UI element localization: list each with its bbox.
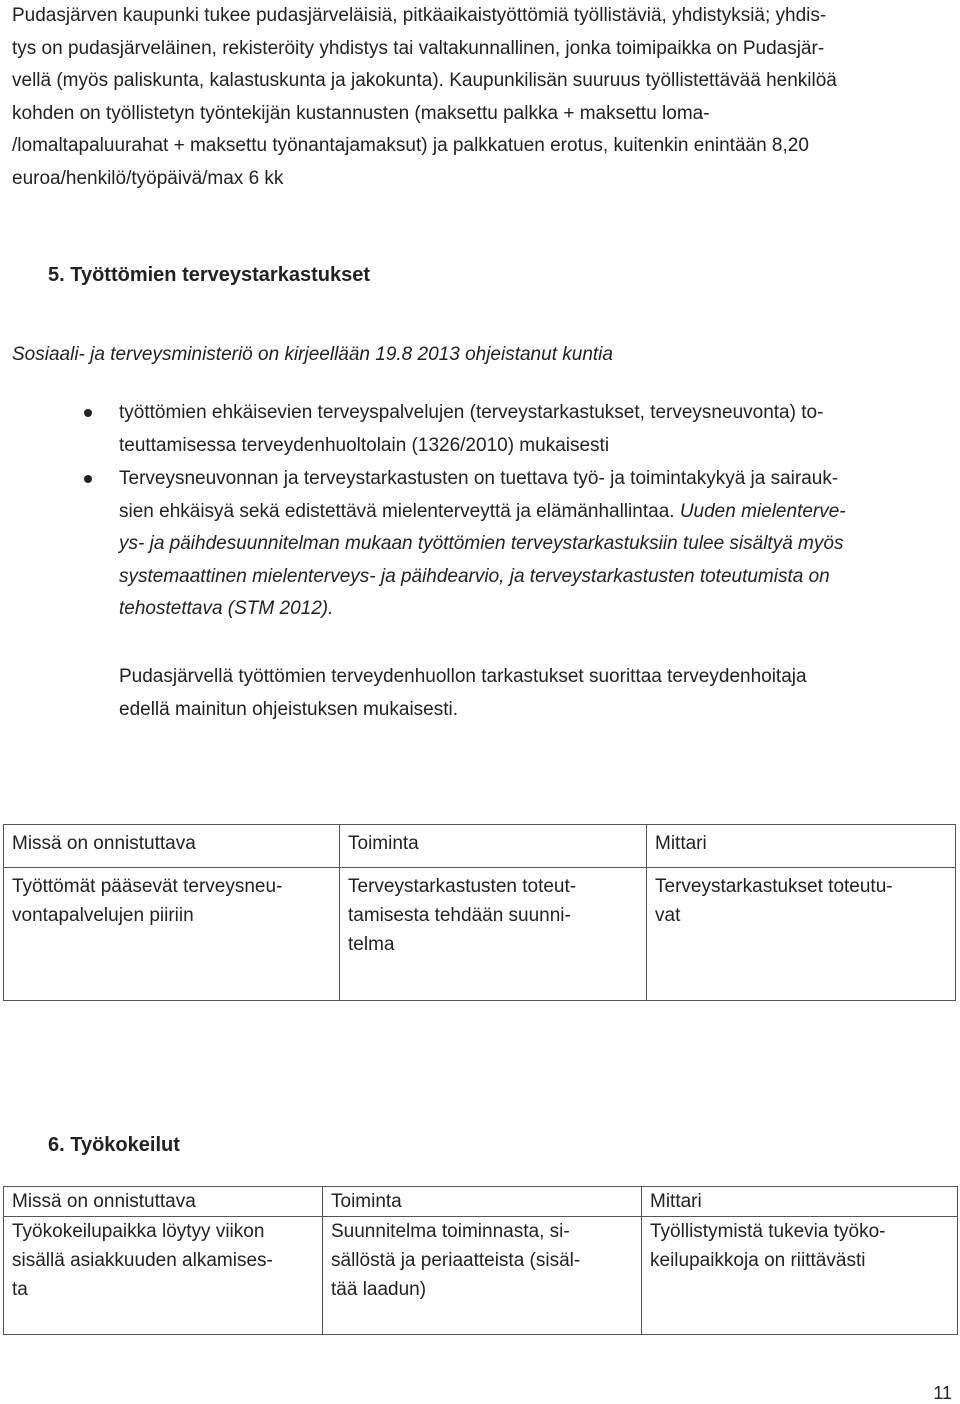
- section-5-closing: [119, 661, 807, 726]
- intro-paragraph: [12, 0, 952, 195]
- table-cell: [340, 868, 647, 1001]
- table-header-cell: Missä on onnistuttava: [4, 1187, 323, 1217]
- cell-line: vontapalvelujen piiriin: [12, 905, 194, 926]
- section-5-table: [3, 824, 956, 1001]
- table-header-cell: Mittari: [647, 825, 956, 868]
- table-header-row: [4, 1187, 958, 1217]
- table-header-cell: Toiminta: [340, 825, 647, 868]
- cell-line: sällöstä ja periaatteista (sisäl-: [331, 1250, 581, 1271]
- section-5-subtitle: Sosiaali- ja terveysministeriö on kirjeellään 19.8 2013 ohjeistanut kuntia: [12, 344, 613, 365]
- bullet-dot: [84, 409, 92, 417]
- bullet-text-italic: Uuden mielenterve-: [679, 500, 846, 522]
- table-header-cell: Mittari: [642, 1187, 958, 1217]
- section-5-heading: 5. Työttömien terveystarkastukset: [48, 264, 370, 286]
- intro-line: tys on pudasjärveläinen, rekisteröity yhdistys tai valtakunnallinen, jonka toimipaikka on Pudasjär-: [12, 37, 825, 59]
- bullet-line: Terveysneuvonnan ja terveystarkastusten on tuettava työ- ja toimintakykyä ja sairauk-: [119, 468, 839, 489]
- table-cell: [647, 868, 956, 1001]
- table-cell: [4, 868, 340, 1001]
- bullet-line-italic: systemaattinen mielenterveys- ja päihdearvio, ja terveystarkastusten toteutumista on: [119, 565, 830, 587]
- cell-line: keilupaikkoja on riittävästi: [650, 1250, 866, 1271]
- table-header-row: [4, 825, 956, 868]
- cell-line: tää laadun): [331, 1279, 427, 1300]
- table-cell: [642, 1217, 958, 1335]
- bullet-line: [119, 496, 846, 529]
- section-6-table: [3, 1186, 958, 1335]
- closing-line: Pudasjärvellä työttömien terveydenhuollon tarkastukset suorittaa terveydenhoitaja: [119, 666, 807, 687]
- intro-line: Pudasjärven kaupunki tukee pudasjärveläisiä, pitkäaikaistyöttömiä työllistäviä, yhdistyksiä; yhdis-: [12, 5, 827, 26]
- cell-line: Terveystarkastusten toteut-: [348, 876, 577, 897]
- intro-line: /lomaltapaluurahat + maksettu työnantajamaksut) ja palkkatuen erotus, kuitenkin enintään 8,20: [12, 135, 809, 156]
- cell-line: vat: [655, 905, 681, 926]
- cell-line: Suunnitelma toiminnasta, si-: [331, 1221, 570, 1242]
- closing-line: edellä mainitun ohjeistuksen mukaisesti.: [119, 698, 459, 720]
- cell-line: tamisesta tehdään suunni-: [348, 905, 571, 926]
- table-cell: [323, 1217, 642, 1335]
- section-6-heading: 6. Työkokeilut: [48, 1134, 180, 1156]
- cell-line: telma: [348, 934, 395, 955]
- bullet-item-1: [119, 397, 823, 462]
- table-row: [4, 1217, 958, 1335]
- bullet-line-italic: tehostettava (STM 2012).: [119, 598, 334, 619]
- intro-line: euroa/henkilö/työpäivä/max 6 kk: [12, 167, 284, 189]
- bullet-text-normal: sien ehkäisyä sekä edistettävä mielenterveyttä ja elämänhallintaa.: [119, 500, 680, 522]
- table-cell: [4, 1217, 323, 1335]
- bullet-dot: [84, 475, 92, 483]
- bullet-line-italic: ys- ja päihdesuunnitelman mukaan työttömien terveystarkastuksiin tulee sisältyä myös: [119, 533, 844, 554]
- cell-line: Työllistymistä tukevia työko-: [650, 1221, 886, 1242]
- bullet-line: teuttamisessa terveydenhuoltolain (1326/2010) mukaisesti: [119, 434, 610, 456]
- cell-line: ta: [12, 1279, 28, 1300]
- table-row: [4, 868, 956, 1001]
- table-header-cell: Toiminta: [323, 1187, 642, 1217]
- intro-line: kohden on työllistetyn työntekijän kustannusten (maksettu palkka + maksettu loma-: [12, 102, 710, 124]
- cell-line: Työkokeilupaikka löytyy viikon: [12, 1221, 265, 1242]
- cell-line: Työttömät pääsevät terveysneu-: [12, 876, 283, 897]
- page-number: 11: [933, 1383, 952, 1403]
- table-header-cell: Missä on onnistuttava: [4, 825, 340, 868]
- cell-line: sisällä asiakkuuden alkamises-: [12, 1250, 273, 1271]
- bullet-item-2: [119, 463, 846, 626]
- intro-line: vellä (myös paliskunta, kalastuskunta ja jakokunta). Kaupunkilisän suuruus työllistettävää henkilöä: [12, 70, 837, 91]
- bullet-line: työttömien ehkäisevien terveyspalvelujen (terveystarkastukset, terveysneuvonta) to-: [119, 402, 824, 423]
- cell-line: Terveystarkastukset toteutu-: [655, 876, 893, 897]
